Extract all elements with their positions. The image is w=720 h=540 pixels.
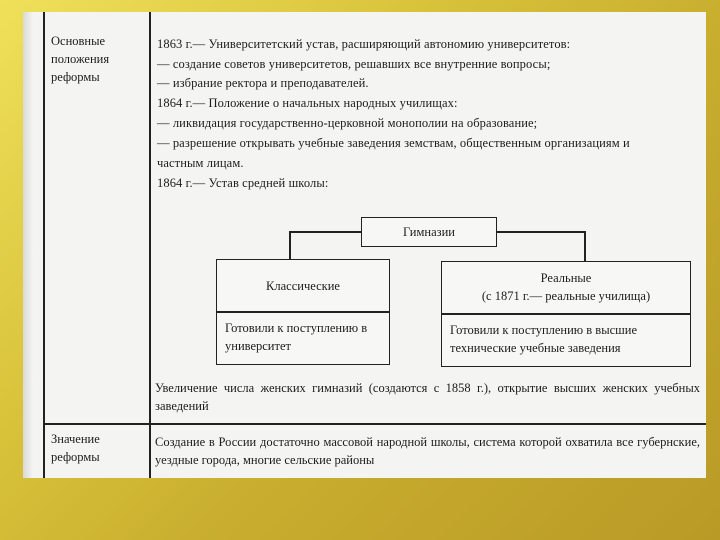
column-divider xyxy=(149,12,151,478)
real-label: Реальные xyxy=(540,271,592,285)
connector-vertical xyxy=(584,231,586,261)
real-sublabel: (с 1871 г.— реальные училища) xyxy=(481,289,651,303)
text-line: 1864 г.— Устав средней школы: xyxy=(157,176,329,190)
scanned-table-page xyxy=(23,12,706,478)
connector-horizontal xyxy=(289,231,361,233)
text-line: — разрешение открывать учебные заведения земствам, общественным организациям и xyxy=(157,136,630,150)
diagram-real-desc: Готовили к поступлению в высшие технические учебные заведения xyxy=(441,314,691,367)
text-line: 1863 г.— Университетский устав, расширяющий автономию университетов: xyxy=(157,37,571,51)
diagram-real-box xyxy=(441,261,691,314)
label-main-provisions: Основные положения реформы xyxy=(51,34,110,84)
text-line: частным лицам. xyxy=(157,156,244,170)
text-line: 1864 г.— Положение о начальных народных училищах: xyxy=(157,96,458,110)
table-left-border xyxy=(43,12,45,478)
connector-vertical xyxy=(289,231,291,260)
diagram-classical-box: Классические xyxy=(216,259,390,312)
significance-text: Создание в России достаточно массовой народной школы, система которой охватила все губернские, уездные города, многие сельские районы xyxy=(155,435,700,467)
text-line: — ликвидация государственно-церковной монополии на образование; xyxy=(157,116,538,130)
text-line: — создание советов университетов, решавших все внутренние вопросы; xyxy=(157,57,551,71)
connector-horizontal xyxy=(497,231,585,233)
text-line: — избрание ректора и преподавателей. xyxy=(157,76,369,90)
row-divider xyxy=(43,423,706,425)
women-education-text: Увеличение числа женских гимназий (создаются с 1858 г.), открытие высших женских учебных заведений xyxy=(155,381,700,413)
diagram-root-gymnasiums: Гимназии xyxy=(361,217,497,247)
label-significance: Значение реформы xyxy=(51,432,100,464)
diagram-classical-desc: Готовили к поступлению в университет xyxy=(216,312,390,365)
